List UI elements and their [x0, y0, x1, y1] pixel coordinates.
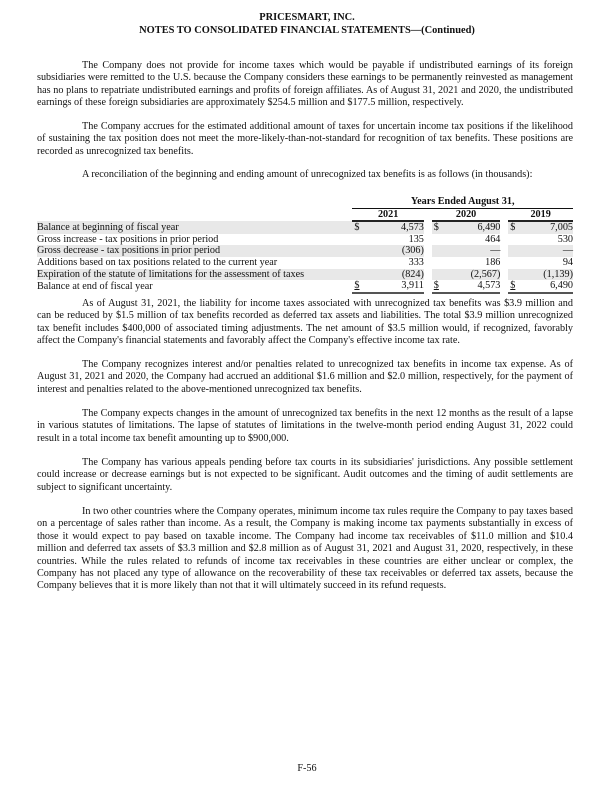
page-subtitle: NOTES TO CONSOLIDATED FINANCIAL STATEMENTS—(Continued): [139, 24, 475, 36]
paragraph-reconciliation-intro: A reconciliation of the beginning and ending amount of unrecognized tax benefits is as follows (in thousands):: [82, 169, 533, 180]
row-label: Gross decrease - tax positions in prior period: [37, 245, 352, 257]
table-row-total: [37, 280, 573, 293]
table-row: [37, 245, 573, 257]
paragraph-minimum-income-tax: In two other countries where the Company operates, minimum income tax rules require the Company to pay taxes based on a percentage of sales rather than income. As a result, the Company is making income tax payments substantially in excess of those it would expect to pay based on taxable income. The Company had income tax receivables of $11.0 million and $10.4 million and deferred tax assets of $3.3 million and $2.8 million as of August 31, 2021 and August 31, 2020, respectively, in these countries. While the rules related to refunds of income tax receivables in these countries are either unclear or complex, the Company has not placed any type of allowance on the recoverability of these tax receivables or deferred tax assets, because the Company believes that it is more likely than not that it will ultimately succeed in its refund requests.: [37, 506, 573, 592]
value-2019: 530: [557, 233, 573, 245]
value-2021: (824): [362, 269, 424, 281]
value-2021: 4,573: [362, 221, 424, 234]
value-2019: 94: [562, 256, 573, 268]
dollar-sign: $: [352, 280, 362, 293]
value-2020: 6,490: [442, 221, 501, 234]
dollar-sign: $: [508, 221, 518, 234]
value-2020: 4,573: [442, 280, 501, 293]
row-label: Expiration of the statute of limitations for the assessment of taxes: [37, 269, 352, 281]
value-2020: 464: [485, 233, 501, 245]
value-2019: 6,490: [518, 280, 573, 293]
value-2019: 7,005: [518, 221, 573, 234]
table-row: [37, 269, 573, 281]
dollar-sign: $: [352, 221, 362, 234]
table-row: [37, 234, 573, 246]
unrecognized-tax-benefits-table: [37, 196, 573, 294]
value-2020: 186: [485, 256, 501, 268]
year-header-2021: 2021: [352, 208, 423, 221]
year-header-2019: 2019: [508, 208, 573, 221]
paragraph-expected-changes: The Company expects changes in the amount of unrecognized tax benefits in the next 12 months as the result of a lapse in various statutes of limitations. The lapse of statutes of limitations in the twelve-month period ending August 31, 2022 could result in a total income tax benefit amounting up to $900,000.: [37, 408, 573, 444]
table-row: [37, 221, 573, 234]
dollar-sign: $: [432, 221, 442, 234]
company-name: PRICESMART, INC.: [259, 12, 355, 23]
paragraph-undistributed-earnings: The Company does not provide for income taxes which would be payable if undistributed earnings of its foreign subsidiaries were remitted to the U.S. because the Company considers these earnings to be permanently reinvested as management has no plans to repatriate undistributed earnings and profits of foreign affiliates. As of August 31, 2021 and 2020, the undistributed earnings of these foreign subsidiaries are approximately $254.5 million and $177.5 million, respectively.: [37, 60, 573, 109]
row-label: Gross increase - tax positions in prior period: [37, 233, 219, 245]
row-label: Balance at end of fiscal year: [37, 280, 153, 292]
years-ended-header: Years Ended August 31,: [352, 196, 573, 208]
paragraph-liability-unrecognized: As of August 31, 2021, the liability for income taxes associated with unrecognized tax benefits was $3.9 million and can be reduced by $1.5 million of tax benefits recorded as deferred tax assets and liabilities. The total $3.9 million unrecognized tax benefit includes $400,000 of associated timing adjustments. The net amount of $3.5 million would, if recognized, favorably affect the Company's financial statements and favorably affect the Company's effective income tax rate.: [37, 298, 573, 347]
dollar-sign: $: [508, 280, 518, 293]
row-label: Additions based on tax positions related to the current year: [37, 256, 278, 268]
paragraph-accrual-policy: The Company accrues for the estimated additional amount of taxes for uncertain income tax positions if the likelihood of sustaining the tax position does not meet the more-likely-than-not-standard for recognition of tax benefits. These positions are recorded as unrecognized tax benefits.: [37, 121, 573, 157]
paragraph-appeals-pending: The Company has various appeals pending before tax courts in its subsidiaries' jurisdictions. Any possible settlement could increase or decrease earnings but is not expected to be significant. Audit outcomes and the timing of audit settlements are subject to significant uncertainty.: [37, 457, 573, 493]
value-2020: —: [442, 245, 501, 257]
dollar-sign: $: [432, 280, 442, 293]
value-2021: 3,911: [362, 280, 424, 293]
page-number: F-56: [297, 763, 317, 774]
value-2019: (1,139): [518, 269, 573, 281]
value-2021: 333: [408, 256, 424, 268]
value-2019: —: [518, 245, 573, 257]
table-group-header-row: [37, 196, 573, 208]
table-year-header-row: [37, 208, 573, 221]
value-2020: (2,567): [442, 269, 501, 281]
paragraph-interest-penalties: The Company recognizes interest and/or penalties related to unrecognized tax benefits in income tax expense. As of August 31, 2021 and 2020, the Company had accrued an additional $1.6 million and $2.0 million, respectively, for the payment of interest and penalties related to the above-mentioned unrecognized tax benefits.: [37, 359, 573, 395]
page-header: [0, 12, 614, 37]
value-2021: (306): [362, 245, 424, 257]
value-2021: 135: [408, 233, 424, 245]
year-header-2020: 2020: [432, 208, 501, 221]
table-row: [37, 257, 573, 269]
row-label: Balance at beginning of fiscal year: [37, 221, 352, 234]
